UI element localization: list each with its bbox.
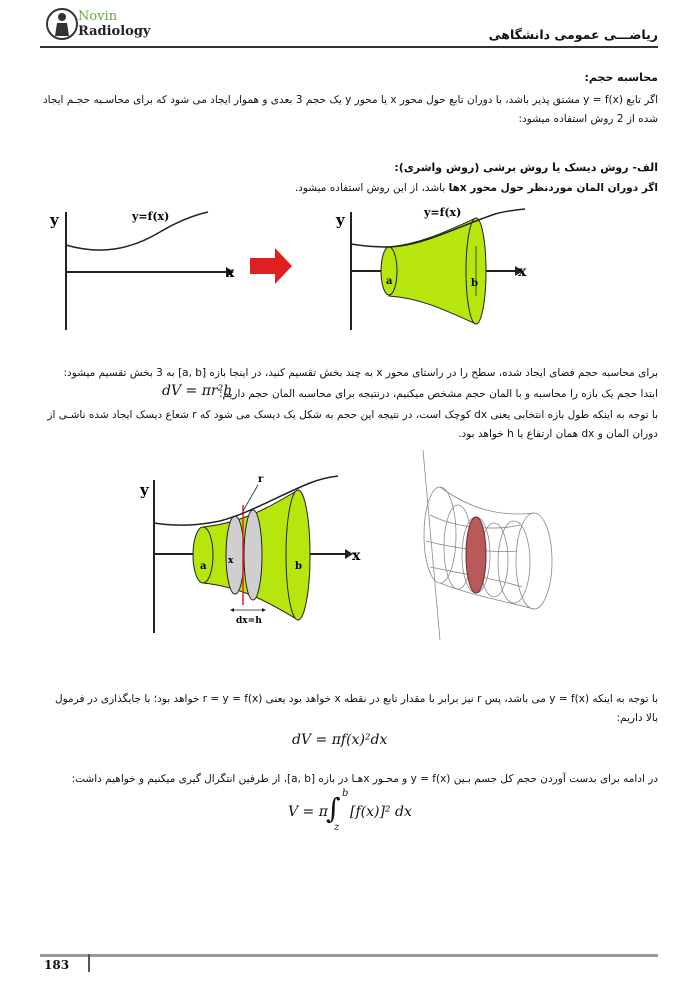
integral-upper-limit: b (342, 788, 349, 799)
left-y-label: y (50, 211, 59, 229)
footer-divider (40, 954, 658, 957)
header-divider (40, 46, 658, 48)
right-x-label: x (518, 264, 527, 280)
fig2-end-a (193, 527, 213, 583)
integral-lower-limit: z (334, 822, 340, 833)
formula-dv-pi-fx2-dx: dV = πf(x)²dx (292, 732, 388, 748)
left-curve-label: y=f(x) (132, 210, 170, 223)
figure-rotation-diagram (40, 200, 540, 340)
fig2-xi-label: x (228, 556, 234, 566)
logo-text-novin: Novin (78, 9, 118, 24)
paragraph-intro: اگر تابع y = f(x) مشتق پذیر باشد، با دوران تابع حول محور x یا محور y یک حجم 3 بعدی و هموار ایجاد می شود که برای محاسـبه حجـم ایجاد شده از 2 روش استفاده میشود: (42, 94, 658, 125)
fig2-r-label: r (258, 474, 264, 485)
dx-arrow-right (262, 608, 266, 612)
left-x-label: x (226, 265, 235, 281)
red-arrow-icon (250, 248, 292, 284)
fig2-dx-label: dx=h (236, 616, 262, 626)
logo-text-radiology: Radiology (78, 24, 151, 39)
right-y-label: y (336, 211, 345, 229)
integral-sign: ∫ (326, 792, 341, 825)
paragraph-disk-intro (40, 179, 658, 198)
right-curve-label: y=f(x) (424, 206, 462, 219)
figure-disk-slicing (140, 445, 580, 660)
intro-rest-text: باشد، از این روش استفاده میشود. (294, 182, 449, 194)
book-title: ریاضـــی عمومی دانشگاهی (488, 27, 658, 42)
disk-slice-2 (244, 510, 262, 600)
paragraph-disk-explanation: با توجه به اینکه طول بازه انتخابی یعنی dx کوچک است، در نتیجه این حجم به شکل یک دیسک می شود که r شعاع دیسک ایجاد شده ناشـی از دوران المان و dx همان ارتفاع یا h خواهد بود. (47, 409, 658, 440)
formula-volume-body: [f(x)]² dx (350, 804, 412, 820)
wireframe-surface (423, 450, 552, 640)
solid-of-revolution (389, 218, 476, 324)
fig2-b-label: b (295, 561, 302, 572)
solid-end-a (381, 247, 397, 295)
intro-bold-text: اگر دوران المان موردنظر حول محور xها (448, 182, 658, 194)
paragraph-substitution: با توجه به اینکه y = f(x) می باشد، پس r نیز برابر با مقدار تابع در نقطه x خواهد بود یعنی r = y = f(x) خواهد بود؛ با جایگذاری در فرمول بالا داریم: (54, 693, 658, 724)
page-number: 183 (44, 958, 70, 972)
formula-dv-pi-r2-h: dV = πr²h (162, 383, 233, 399)
wireframe-red-disk (466, 517, 486, 593)
label-a: a (386, 276, 393, 287)
disk-slice-1 (226, 516, 244, 594)
paragraph-integration: در ادامه برای بدست آوردن حجم کل جسم بـین y = f(x) و محـور xهـا در بازه [a, b]، از طرفین انتگرال گیری میکنیم و خواهیم داشت: (71, 773, 658, 785)
label-b: b (471, 278, 478, 289)
formula-volume-lhs: V = π (288, 804, 328, 820)
fig2-end-b (286, 490, 310, 620)
fig2-y-label: y (140, 481, 149, 499)
fig2-a-label: a (200, 561, 207, 572)
section-heading-volume: محاسبه حجم: (584, 71, 658, 84)
paragraph-partition: برای محاسبه حجم فضای ایجاد شده، سطح را در راستای محور x به چند بخش تقسیم کنید، در اینجا بازه [a, b] به 3 بخش تقسیم میشود: (63, 367, 658, 379)
footer-tick (88, 954, 90, 972)
fig2-x-label: x (352, 548, 361, 564)
paragraph-element-volume: ابتدا حجم یک بازه را محاسبه و با المان حجم مشخص میکنیم، درنتیجه برای محاسبه المان حجم داریم: (218, 388, 658, 400)
dx-arrow-left (230, 608, 234, 612)
section-heading-disk-method: الف- روش دیسک یا روش برشی (روش واشری): (394, 161, 658, 174)
